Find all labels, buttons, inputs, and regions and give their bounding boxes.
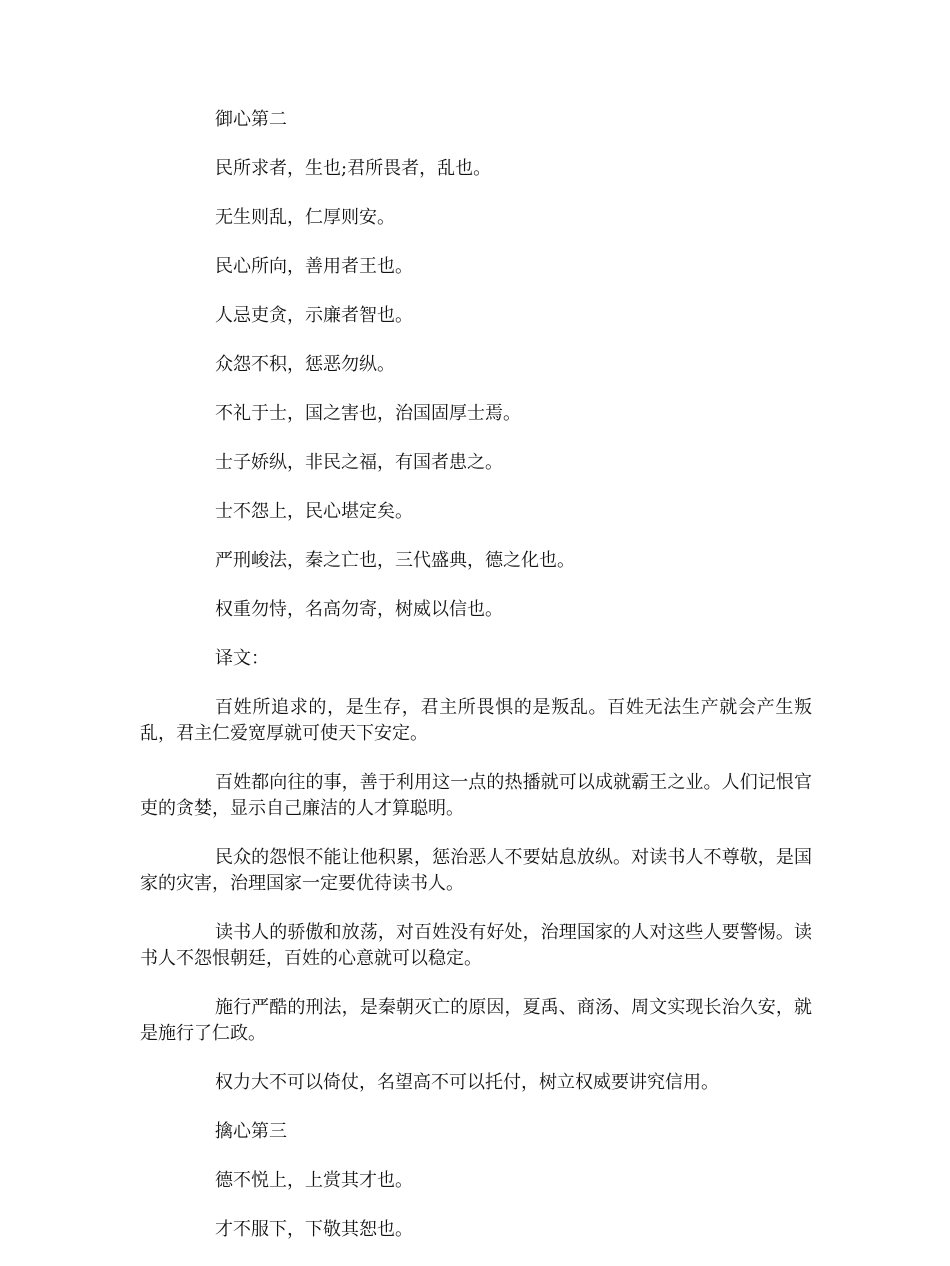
translation-paragraph: 百姓所追求的，是生存，君主所畏惧的是叛乱。百姓无法生产就会产生叛乱，君主仁爱宽厚就可使天下安定。 <box>140 697 812 744</box>
classical-line: 众怨不积，惩恶勿纵。 <box>215 354 395 375</box>
classical-line: 不礼于士，国之害也，治国固厚士焉。 <box>215 403 521 424</box>
translation-label: 译文： <box>215 648 269 669</box>
classical-line: 民所求者，生也;君所畏者，乱也。 <box>215 158 492 179</box>
translation-paragraph: 百姓都向往的事，善于利用这一点的热播就可以成就霸王之业。人们记恨官吏的贪婪，显示自己廉洁的人才算聪明。 <box>140 772 812 819</box>
classical-line: 人忌吏贪，示廉者智也。 <box>215 305 413 326</box>
classical-line: 无生则乱，仁厚则安。 <box>215 207 395 228</box>
classical-line: 士不怨上，民心堪定矣。 <box>215 501 413 522</box>
classical-line: 民心所向，善用者王也。 <box>215 256 413 277</box>
section-title-yuxin: 御心第二 <box>215 109 287 130</box>
translation-paragraph: 施行严酷的刑法，是秦朝灭亡的原因，夏禹、商汤、周文实现长治久安，就是施行了仁政。 <box>140 997 812 1044</box>
classical-line: 德不悦上，上赏其才也。 <box>215 1170 413 1191</box>
classical-line: 才不服下，下敬其恕也。 <box>215 1219 413 1240</box>
translation-paragraph: 权力大不可以倚仗，名望高不可以托付，树立权威要讲究信用。 <box>215 1072 719 1093</box>
classical-line: 权重勿恃，名高勿寄，树威以信也。 <box>215 599 503 620</box>
translation-paragraph: 读书人的骄傲和放荡，对百姓没有好处，治理国家的人对这些人要警惕。读书人不怨恨朝廷，百姓的心意就可以稳定。 <box>140 922 812 969</box>
document-body <box>140 107 812 1266</box>
section-title-qinxin: 擒心第三 <box>215 1121 287 1142</box>
classical-line: 士子娇纵，非民之福，有国者患之。 <box>215 452 503 473</box>
translation-paragraph: 民众的怨恨不能让他积累，惩治恶人不要姑息放纵。对读书人不尊敬，是国家的灾害，治理国家一定要优待读书人。 <box>140 847 812 894</box>
classical-line: 严刑峻法，秦之亡也，三代盛典，德之化也。 <box>215 550 575 571</box>
